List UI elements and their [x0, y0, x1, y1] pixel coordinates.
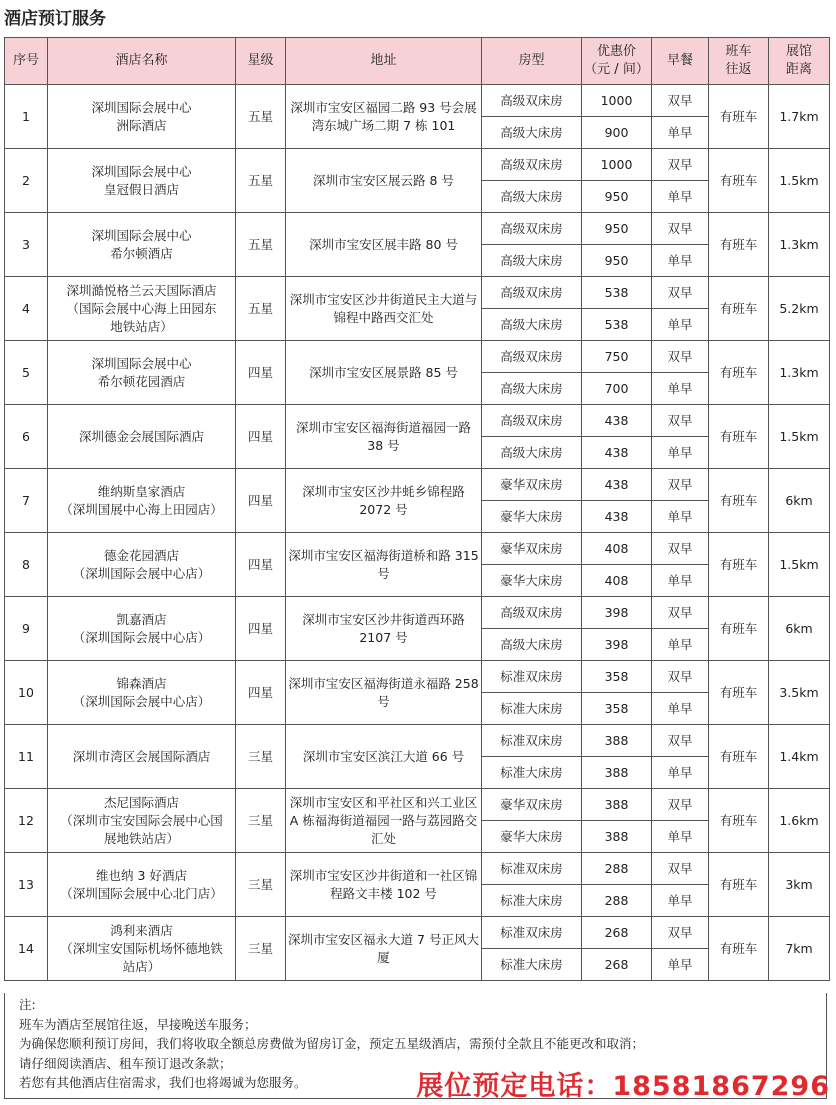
hotel-address: 深圳市宝安区沙井街道民主大道与锦程中路西交汇处	[286, 277, 482, 341]
room-type: 高级双床房	[482, 341, 582, 373]
breakfast: 双早	[652, 917, 709, 949]
header-shuttle-line2: 往返	[725, 62, 752, 77]
header-distance	[769, 38, 830, 85]
venue-distance: 1.7km	[769, 85, 830, 149]
notes-line: 注:	[19, 997, 36, 1012]
breakfast: 双早	[652, 661, 709, 693]
hotel-name-line: 维纳斯皇家酒店	[97, 483, 186, 499]
hotel-name-line: （深圳国际会展中心店）	[72, 629, 211, 645]
hotel-name-line: 站店）	[122, 958, 161, 974]
hotel-name-line: 维也纳 3 好酒店	[96, 867, 187, 883]
hotel-name	[48, 469, 236, 533]
hotel-number: 13	[5, 853, 48, 917]
breakfast: 双早	[652, 789, 709, 821]
hotel-name-line: 锦森酒店	[116, 675, 167, 691]
hotel-name-line: 希尔顿酒店	[110, 245, 173, 261]
hotel-name-line: （国际会展中心海上田园东	[66, 300, 217, 316]
breakfast: 单早	[652, 245, 709, 277]
header-address: 地址	[286, 38, 482, 85]
breakfast: 单早	[652, 437, 709, 469]
venue-distance: 5.2km	[769, 277, 830, 341]
hotel-name	[48, 789, 236, 853]
shuttle: 有班车	[709, 149, 769, 213]
hotel-star: 五星	[236, 85, 286, 149]
hotel-name	[48, 725, 236, 789]
room-price: 950	[582, 213, 652, 245]
breakfast: 双早	[652, 341, 709, 373]
hotel-address: 深圳市宝安区福永大道 7 号正风大厦	[286, 917, 482, 981]
shuttle: 有班车	[709, 597, 769, 661]
page-title: 酒店预订服务	[4, 9, 106, 29]
hotel-name-line: （深圳国际会展中心店）	[72, 693, 211, 709]
table-row	[5, 725, 830, 757]
breakfast: 双早	[652, 85, 709, 117]
room-price: 700	[582, 373, 652, 405]
shuttle: 有班车	[709, 661, 769, 725]
hotel-name-line: 皇冠假日酒店	[103, 181, 179, 197]
hotel-address: 深圳市宝安区沙井蚝乡锦程路 2072 号	[286, 469, 482, 533]
breakfast: 双早	[652, 469, 709, 501]
table-row	[5, 341, 830, 373]
breakfast: 单早	[652, 309, 709, 341]
hotel-number: 3	[5, 213, 48, 277]
hotel-address: 深圳市宝安区展丰路 80 号	[286, 213, 482, 277]
room-price: 408	[582, 533, 652, 565]
header-room-type: 房型	[482, 38, 582, 85]
room-price: 750	[582, 341, 652, 373]
room-type: 高级大床房	[482, 373, 582, 405]
shuttle: 有班车	[709, 341, 769, 405]
hotel-name-line: 希尔顿花园酒店	[97, 373, 186, 389]
hotel-name-line: 地铁站店）	[110, 318, 173, 334]
breakfast: 双早	[652, 213, 709, 245]
hotel-number: 10	[5, 661, 48, 725]
hotel-star: 五星	[236, 149, 286, 213]
header-shuttle-line1: 班车	[725, 44, 752, 59]
room-type: 高级双床房	[482, 85, 582, 117]
hotel-name-line: 凯嘉酒店	[116, 611, 167, 627]
booking-phone: 展位预定电话：18581867296	[416, 1071, 830, 1102]
shuttle: 有班车	[709, 853, 769, 917]
room-price: 538	[582, 277, 652, 309]
hotel-star: 四星	[236, 341, 286, 405]
header-price-line1: 优惠价	[596, 44, 636, 59]
hotel-name-line: 德金花园酒店	[103, 547, 179, 563]
hotel-name-line: （深圳国际会展中心北门店）	[60, 885, 223, 901]
venue-distance: 7km	[769, 917, 830, 981]
hotel-name-line: 深圳国际会展中心	[91, 99, 192, 115]
breakfast: 单早	[652, 181, 709, 213]
room-type: 高级双床房	[482, 597, 582, 629]
header-price	[582, 38, 652, 85]
room-type: 标准大床房	[482, 757, 582, 789]
breakfast: 单早	[652, 757, 709, 789]
hotel-number: 5	[5, 341, 48, 405]
hotel-number: 8	[5, 533, 48, 597]
hotel-name	[48, 213, 236, 277]
hotel-star: 四星	[236, 469, 286, 533]
room-type: 豪华双床房	[482, 533, 582, 565]
breakfast: 双早	[652, 277, 709, 309]
hotel-name-line: （深圳国展中心海上田园店）	[60, 501, 223, 517]
room-price: 288	[582, 885, 652, 917]
hotel-name-line: 鸿利来酒店	[110, 922, 173, 938]
hotel-address: 深圳市宝安区福园二路 93 号会展湾东城广场二期 7 栋 101	[286, 85, 482, 149]
notes-line: 班车为酒店至展馆往返，早接晚送车服务；	[19, 1016, 257, 1032]
room-price: 438	[582, 405, 652, 437]
hotel-name-line: （深圳市宝安国际会展中心国	[60, 812, 223, 828]
header-shuttle	[709, 38, 769, 85]
venue-distance: 1.5km	[769, 405, 830, 469]
hotel-name	[48, 149, 236, 213]
room-type: 高级双床房	[482, 405, 582, 437]
room-price: 438	[582, 469, 652, 501]
hotel-star: 五星	[236, 277, 286, 341]
breakfast: 单早	[652, 693, 709, 725]
hotel-name-line: 深圳市湾区会展国际酒店	[72, 748, 211, 764]
shuttle: 有班车	[709, 213, 769, 277]
room-price: 358	[582, 693, 652, 725]
room-price: 438	[582, 501, 652, 533]
room-type: 标准大床房	[482, 693, 582, 725]
room-price: 538	[582, 309, 652, 341]
venue-distance: 6km	[769, 597, 830, 661]
room-price: 900	[582, 117, 652, 149]
hotel-number: 14	[5, 917, 48, 981]
room-type: 标准双床房	[482, 853, 582, 885]
room-price: 1000	[582, 85, 652, 117]
hotel-address: 深圳市宝安区和平社区和兴工业区 A 栋福海街道福园一路与荔园路交汇处	[286, 789, 482, 853]
venue-distance: 1.3km	[769, 341, 830, 405]
hotel-star: 四星	[236, 533, 286, 597]
venue-distance: 1.6km	[769, 789, 830, 853]
hotel-star: 五星	[236, 213, 286, 277]
shuttle: 有班车	[709, 533, 769, 597]
breakfast: 单早	[652, 885, 709, 917]
header-star: 星级	[236, 38, 286, 85]
hotel-address: 深圳市宝安区福海街道永福路 258 号	[286, 661, 482, 725]
shuttle: 有班车	[709, 405, 769, 469]
room-price: 398	[582, 597, 652, 629]
room-type: 高级双床房	[482, 149, 582, 181]
hotel-name	[48, 533, 236, 597]
header-distance-line1: 展馆	[785, 44, 812, 59]
room-price: 358	[582, 661, 652, 693]
hotel-name-line: 洲际酒店	[116, 117, 167, 133]
table-row	[5, 789, 830, 821]
hotel-address: 深圳市宝安区滨江大道 66 号	[286, 725, 482, 789]
hotel-star: 四星	[236, 597, 286, 661]
shuttle: 有班车	[709, 725, 769, 789]
table-row	[5, 917, 830, 949]
shuttle: 有班车	[709, 789, 769, 853]
hotel-address: 深圳市宝安区沙井街道和一社区锦程路文丰楼 102 号	[286, 853, 482, 917]
room-price: 388	[582, 821, 652, 853]
table-row	[5, 277, 830, 309]
shuttle: 有班车	[709, 277, 769, 341]
venue-distance: 1.5km	[769, 149, 830, 213]
room-price: 1000	[582, 149, 652, 181]
breakfast: 单早	[652, 949, 709, 981]
room-type: 豪华双床房	[482, 789, 582, 821]
hotel-name-line: 深圳国际会展中心	[91, 355, 192, 371]
room-type: 豪华大床房	[482, 501, 582, 533]
table-row	[5, 85, 830, 117]
hotel-number: 9	[5, 597, 48, 661]
hotel-star: 三星	[236, 853, 286, 917]
hotel-name	[48, 853, 236, 917]
breakfast: 双早	[652, 853, 709, 885]
room-type: 高级双床房	[482, 213, 582, 245]
hotel-table	[4, 37, 830, 981]
hotel-name-line: （深圳国际会展中心店）	[72, 565, 211, 581]
hotel-name	[48, 85, 236, 149]
breakfast: 双早	[652, 597, 709, 629]
venue-distance: 3km	[769, 853, 830, 917]
hotel-number: 2	[5, 149, 48, 213]
hotel-star: 四星	[236, 661, 286, 725]
table-row	[5, 469, 830, 501]
room-price: 268	[582, 917, 652, 949]
header-price-line2: （元 / 间）	[584, 62, 649, 77]
notes-line: 为确保您顺利预订房间，我们将收取全额总房费做为留房订金，预定五星级酒店，需预付全款且不能更改和取消；	[19, 1036, 645, 1051]
hotel-address: 深圳市宝安区福海街道桥和路 315 号	[286, 533, 482, 597]
room-price: 950	[582, 181, 652, 213]
hotel-name	[48, 661, 236, 725]
hotel-number: 11	[5, 725, 48, 789]
table-row	[5, 149, 830, 181]
hotel-name	[48, 405, 236, 469]
table-row	[5, 213, 830, 245]
shuttle: 有班车	[709, 469, 769, 533]
room-type: 高级大床房	[482, 117, 582, 149]
venue-distance: 1.4km	[769, 725, 830, 789]
table-row	[5, 405, 830, 437]
hotel-number: 1	[5, 85, 48, 149]
breakfast: 双早	[652, 149, 709, 181]
breakfast: 单早	[652, 117, 709, 149]
hotel-name	[48, 341, 236, 405]
room-type: 高级双床房	[482, 277, 582, 309]
room-type: 高级大床房	[482, 629, 582, 661]
breakfast: 单早	[652, 821, 709, 853]
hotel-address: 深圳市宝安区福海街道福园一路 38 号	[286, 405, 482, 469]
hotel-name-line: 杰尼国际酒店	[103, 794, 179, 810]
breakfast: 单早	[652, 501, 709, 533]
hotel-name	[48, 277, 236, 341]
hotel-number: 4	[5, 277, 48, 341]
room-price: 408	[582, 565, 652, 597]
venue-distance: 1.3km	[769, 213, 830, 277]
breakfast: 双早	[652, 725, 709, 757]
hotel-star: 四星	[236, 405, 286, 469]
notes-line: 请仔细阅读酒店、租车预订退改条款；	[19, 1055, 232, 1071]
room-price: 388	[582, 789, 652, 821]
header-no: 序号	[5, 38, 48, 85]
room-price: 388	[582, 725, 652, 757]
room-price: 388	[582, 757, 652, 789]
hotel-name-line: （深圳宝安国际机场怀德地铁	[60, 940, 223, 956]
room-type: 标准大床房	[482, 885, 582, 917]
room-price: 438	[582, 437, 652, 469]
room-type: 豪华大床房	[482, 821, 582, 853]
breakfast: 单早	[652, 629, 709, 661]
header-name: 酒店名称	[48, 38, 236, 85]
room-type: 豪华大床房	[482, 565, 582, 597]
header-distance-line2: 距离	[785, 62, 812, 77]
venue-distance: 3.5km	[769, 661, 830, 725]
venue-distance: 1.5km	[769, 533, 830, 597]
breakfast: 双早	[652, 533, 709, 565]
shuttle: 有班车	[709, 85, 769, 149]
hotel-star: 三星	[236, 725, 286, 789]
room-type: 标准双床房	[482, 917, 582, 949]
table-row	[5, 597, 830, 629]
room-price: 398	[582, 629, 652, 661]
table-header-row	[5, 38, 830, 85]
hotel-number: 12	[5, 789, 48, 853]
venue-distance: 6km	[769, 469, 830, 533]
room-type: 高级大床房	[482, 181, 582, 213]
room-type: 豪华双床房	[482, 469, 582, 501]
hotel-star: 三星	[236, 789, 286, 853]
hotel-address: 深圳市宝安区展景路 85 号	[286, 341, 482, 405]
room-price: 950	[582, 245, 652, 277]
breakfast: 双早	[652, 405, 709, 437]
room-type: 标准双床房	[482, 725, 582, 757]
hotel-number: 7	[5, 469, 48, 533]
notes-line: 若您有其他酒店住宿需求，我们也将竭诚为您服务。	[19, 1075, 307, 1090]
breakfast: 单早	[652, 373, 709, 405]
hotel-number: 6	[5, 405, 48, 469]
hotel-name-line: 深圳国际会展中心	[91, 163, 192, 179]
breakfast: 单早	[652, 565, 709, 597]
hotel-name-line: 深圳德金会展国际酒店	[78, 428, 204, 444]
table-row	[5, 533, 830, 565]
room-price: 288	[582, 853, 652, 885]
hotel-name-line: 深圳国际会展中心	[91, 227, 192, 243]
room-type: 标准大床房	[482, 949, 582, 981]
table-row	[5, 853, 830, 885]
hotel-table-body	[5, 85, 830, 981]
room-type: 标准双床房	[482, 661, 582, 693]
table-row	[5, 661, 830, 693]
hotel-name-line: 深圳澔悦格兰云天国际酒店	[66, 282, 217, 298]
header-breakfast: 早餐	[652, 38, 709, 85]
hotel-address: 深圳市宝安区展云路 8 号	[286, 149, 482, 213]
hotel-star: 三星	[236, 917, 286, 981]
hotel-address: 深圳市宝安区沙井街道西环路 2107 号	[286, 597, 482, 661]
hotel-name-line: 展地铁站店）	[103, 830, 179, 846]
shuttle: 有班车	[709, 917, 769, 981]
room-type: 高级大床房	[482, 245, 582, 277]
hotel-name	[48, 597, 236, 661]
hotel-name	[48, 917, 236, 981]
room-type: 高级大床房	[482, 437, 582, 469]
room-price: 268	[582, 949, 652, 981]
room-type: 高级大床房	[482, 309, 582, 341]
